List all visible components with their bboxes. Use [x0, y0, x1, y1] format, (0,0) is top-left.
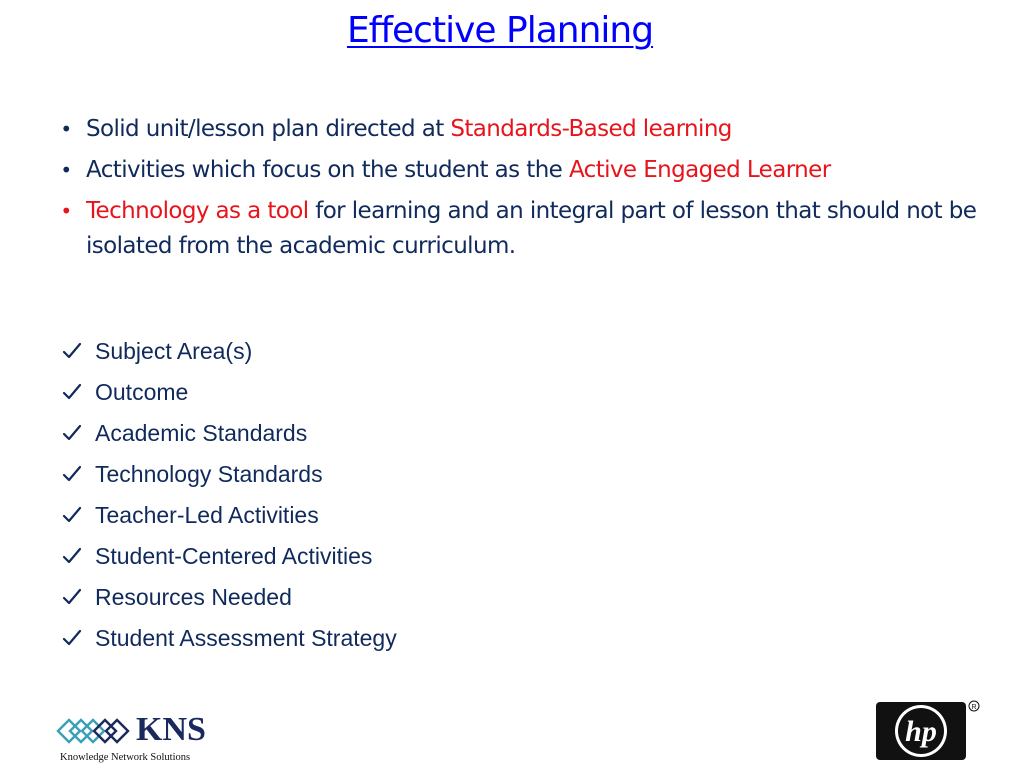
checkmark-icon [62, 546, 82, 566]
bullet-text-after: for learning and an integral part of lesson that should not be isolated from the academic curriculum. [86, 198, 977, 259]
bullet-highlight: Standards-Based learning [450, 116, 732, 142]
bullet-item [50, 194, 980, 264]
svg-text:R: R [971, 704, 977, 711]
kns-diamond-icon [56, 714, 136, 748]
checklist-item-label: Student Assessment Strategy [95, 625, 397, 651]
checkmark-icon [62, 628, 82, 648]
kns-logo-tagline: Knowledge Network Solutions [60, 752, 191, 763]
bullet-item [50, 112, 980, 147]
checkmark-icon [62, 423, 82, 443]
bullet-list [50, 112, 980, 270]
checkmark-icon [62, 464, 82, 484]
kns-logo [56, 708, 226, 766]
checklist-item-label: Teacher-Led Activities [95, 502, 319, 528]
checklist-item-label: Outcome [95, 379, 189, 405]
bullet-dot-icon: • [60, 199, 72, 223]
checklist-item [62, 331, 662, 372]
checkmark-icon [62, 382, 82, 402]
checkmark-icon [62, 587, 82, 607]
checkmark-icon [62, 341, 82, 361]
checklist-item-label: Subject Area(s) [95, 338, 253, 364]
bullet-highlight: Active Engaged Learner [568, 157, 831, 183]
bullet-highlight: Technology as a tool [86, 198, 309, 224]
checklist-item-label: Resources Needed [95, 584, 292, 610]
checklist-item-label: Student-Centered Activities [95, 543, 373, 569]
checkmark-icon [62, 505, 82, 525]
bullet-dot-icon: • [60, 117, 72, 141]
hp-logo-icon [874, 696, 986, 762]
checklist-item [62, 495, 662, 536]
slide-title: Effective Planning [346, 10, 654, 51]
checklist-item-label: Technology Standards [95, 461, 323, 487]
bullet-item [50, 153, 980, 188]
bullet-text: Solid unit/lesson plan directed at [86, 116, 451, 142]
checklist-item [62, 577, 662, 618]
kns-logo-name: KNS [136, 711, 206, 748]
hp-logo-text: hp [905, 715, 937, 748]
checklist-item-label: Academic Standards [95, 420, 308, 446]
bullet-dot-icon: • [60, 158, 72, 182]
checklist [62, 331, 662, 659]
checklist-item [62, 454, 662, 495]
checklist-item [62, 618, 662, 659]
checklist-item [62, 372, 662, 413]
checklist-item [62, 413, 662, 454]
bullet-text: Activities which focus on the student as the [86, 157, 569, 183]
checklist-item [62, 536, 662, 577]
